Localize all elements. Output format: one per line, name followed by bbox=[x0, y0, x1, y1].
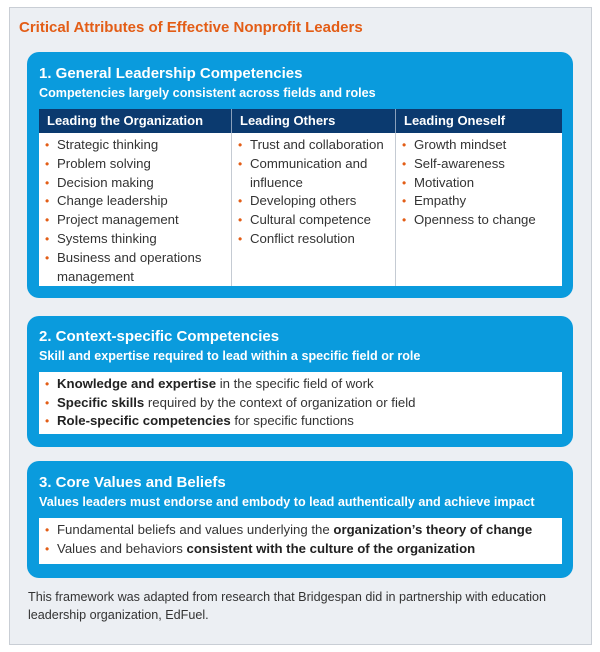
panel-subtitle: Skill and expertise required to lead within a specific field or role bbox=[39, 349, 421, 363]
bullet-list bbox=[39, 375, 562, 431]
footnote: This framework was adapted from research that Bridgespan did in partnership with education leadership organization, EdFuel. bbox=[28, 590, 547, 622]
main-title: Critical Attributes of Effective Nonprofit Leaders bbox=[19, 19, 363, 36]
list-item: • Systems thinking bbox=[39, 230, 231, 249]
list-item bbox=[39, 540, 562, 559]
list-item: • Empathy bbox=[396, 192, 562, 211]
bullet-list bbox=[39, 521, 562, 558]
list-item bbox=[39, 375, 562, 394]
competency-table bbox=[39, 109, 562, 286]
bullet-list bbox=[39, 136, 231, 286]
panel-title: 2. Context-specific Competencies bbox=[39, 328, 280, 345]
context-box bbox=[39, 372, 562, 434]
column-header-others: Leading Others bbox=[240, 113, 336, 128]
table-header-row bbox=[39, 109, 562, 133]
column-header-oneself: Leading Oneself bbox=[404, 113, 506, 128]
column-header-organization: Leading the Organization bbox=[47, 113, 204, 128]
list-item: • Self-awareness bbox=[396, 155, 562, 174]
emphasis-text: consistent with the culture of the organization bbox=[186, 540, 476, 556]
emphasis-text: Role-specific competencies bbox=[57, 413, 231, 429]
column-others bbox=[232, 133, 395, 286]
panel-subtitle: Competencies largely consistent across fields and roles bbox=[39, 86, 376, 100]
panel-title: 1. General Leadership Competencies bbox=[39, 65, 303, 82]
list-item bbox=[39, 521, 562, 540]
values-box bbox=[39, 518, 562, 564]
list-item bbox=[39, 394, 562, 413]
list-item: • Business and operations management bbox=[39, 249, 231, 287]
emphasis-text: Knowledge and expertise bbox=[57, 376, 217, 391]
list-item: • Conflict resolution bbox=[232, 230, 395, 249]
plain-text: for specific functions bbox=[230, 413, 354, 429]
bullet-list bbox=[396, 136, 562, 230]
bullet-list bbox=[232, 136, 395, 249]
plain-text: required by the context of organization or field bbox=[144, 394, 416, 410]
list-item: • Project management bbox=[39, 211, 231, 230]
list-item: • Developing others bbox=[232, 192, 395, 211]
list-item: • Motivation bbox=[396, 174, 562, 193]
list-item: • Decision making bbox=[39, 174, 231, 193]
list-item: • Problem solving bbox=[39, 155, 231, 174]
list-item: • Change leadership bbox=[39, 192, 231, 211]
panel-context-specific bbox=[27, 316, 573, 447]
emphasis-text: Specific skills bbox=[57, 394, 145, 410]
list-item: • Openness to change bbox=[396, 211, 562, 230]
list-item: • Strategic thinking bbox=[39, 136, 231, 155]
list-item: • Cultural competence bbox=[232, 211, 395, 230]
plain-text: in the specific field of work bbox=[216, 376, 374, 391]
panel-subtitle: Values leaders must endorse and embody to lead authentically and achieve impact bbox=[39, 495, 535, 509]
column-organization bbox=[39, 133, 231, 286]
plain-text: Fundamental beliefs and values underlying the bbox=[57, 522, 334, 537]
column-oneself bbox=[396, 133, 562, 286]
panel-core-values bbox=[27, 461, 573, 578]
panel-general-leadership bbox=[27, 52, 573, 298]
emphasis-text: organization’s theory of change bbox=[333, 522, 533, 537]
list-item: • Growth mindset bbox=[396, 136, 562, 155]
list-item: • Trust and collaboration bbox=[232, 136, 395, 155]
panel-title: 3. Core Values and Beliefs bbox=[39, 474, 226, 491]
plain-text: Values and behaviors bbox=[57, 540, 187, 556]
list-item: • Communication and influence bbox=[232, 155, 395, 193]
list-item bbox=[39, 412, 562, 431]
